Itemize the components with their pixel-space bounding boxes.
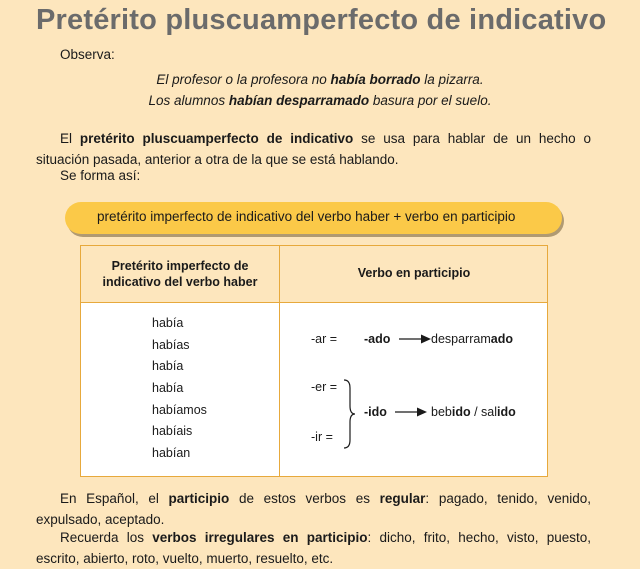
curly-brace-icon [341, 378, 357, 450]
haber-form: habían [152, 446, 191, 461]
haber-form: habíais [152, 424, 193, 439]
conjugation-table [80, 245, 548, 477]
ar-label: -ar = [311, 332, 338, 346]
ido-ending: -ido [364, 405, 387, 419]
haber-form: habíamos [152, 402, 207, 417]
formula-banner [65, 202, 562, 234]
haber-forms-list [152, 316, 207, 468]
header-haber: Pretérito imperfecto de indicativo del verbo haber [102, 259, 258, 289]
haber-form: había [152, 381, 184, 396]
haber-form: había [152, 316, 184, 330]
haber-form: había [152, 359, 184, 374]
regular-participle-paragraph: En Español, el participio de estos verbos es regular: pagado, tenido, venido, expulsado, aceptado. [36, 491, 591, 527]
example-sentence-1: El profesor o la profesora no había borrado la pizarra. [156, 72, 484, 87]
example-sentence-2: Los alumnos habían desparramado basura por el suelo. [148, 93, 492, 108]
table-divider [279, 246, 280, 476]
ir-label: -ir = [311, 430, 333, 444]
explanation-paragraph: El pretérito pluscuamperfecto de indicativo se usa para hablar de un hecho o situación pasada, anterior a otra de la que se está hablando. [36, 131, 591, 167]
er-label: -er = [311, 380, 338, 394]
arrow-right-icon [399, 333, 433, 345]
header-participio: Verbo en participio [357, 266, 471, 280]
ar-example: desparramado [431, 332, 513, 346]
observa-label: Observa: [60, 47, 115, 62]
irregular-participle-paragraph: Recuerda los verbos irregulares en participio: dicho, frito, hecho, visto, puesto, escrito, abierto, roto, vuelto, muerto, resuelto, etc. [36, 530, 592, 566]
ido-example: bebido / salido [431, 405, 516, 419]
arrow-right-icon [395, 406, 429, 418]
haber-form: habías [152, 337, 190, 352]
formula-text: pretérito imperfecto de indicativo del verbo haber + verbo en participio [97, 209, 516, 224]
se-forma-label: Se forma así: [60, 168, 141, 183]
page-title: Pretérito pluscuamperfecto de indicativo [36, 4, 607, 36]
ar-ending: -ado [364, 332, 391, 346]
